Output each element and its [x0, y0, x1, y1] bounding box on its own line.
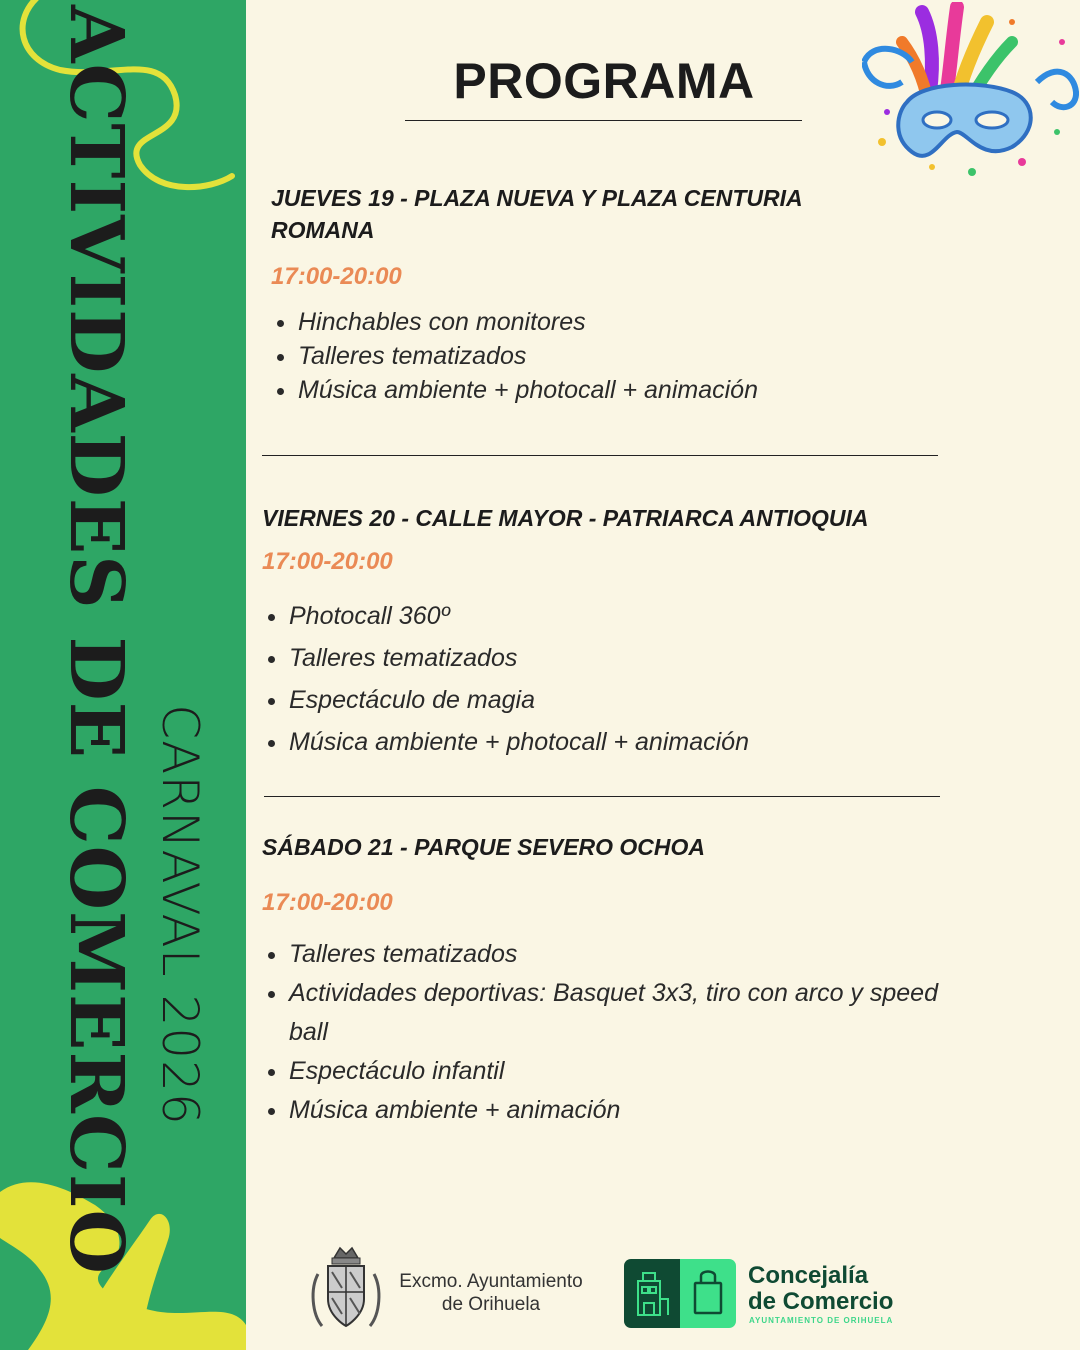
list-item: • Talleres tematizados	[289, 637, 749, 679]
list-item: • Talleres tematizados	[289, 935, 969, 974]
time-sabado: 17:00-20:00	[262, 889, 393, 916]
page-title: PROGRAMA	[453, 53, 755, 109]
concejalia-subtitle: AYUNTAMIENTO DE ORIHUELA	[749, 1316, 894, 1325]
list-item: • Talleres tematizados	[298, 339, 758, 373]
concejalia-logo	[624, 1259, 736, 1328]
day-heading-viernes: VIERNES 20 - CALLE MAYOR - PATRIARCA ANTIOQUIA	[262, 505, 869, 531]
activity-list-jueves	[272, 305, 758, 407]
list-item: • Música ambiente + photocall + animación	[298, 373, 758, 407]
sidebar	[0, 0, 246, 1350]
list-item: • Música ambiente + animación	[289, 1091, 969, 1130]
ayuntamiento-name	[388, 1270, 594, 1316]
carnival-mask-icon	[862, 2, 1080, 182]
section-divider	[262, 455, 938, 456]
list-item: • Música ambiente + photocall + animación	[289, 721, 749, 763]
time-viernes: 17:00-20:00	[262, 548, 393, 575]
vertical-subtitle: CARNAVAL 2026	[151, 704, 209, 1126]
activity-list-sabado	[263, 935, 969, 1130]
section-divider	[264, 796, 940, 797]
activity-list-viernes	[263, 595, 749, 763]
list-item: • Espectáculo de magia	[289, 679, 749, 721]
list-item: • Photocall 360º	[289, 595, 749, 637]
vertical-title: ACTIVIDADES DE COMERCIO	[53, 5, 139, 1275]
time-jueves: 17:00-20:00	[271, 263, 402, 290]
concejalia-line2: de Comercio	[748, 1288, 894, 1315]
ayuntamiento-line2: de Orihuela	[441, 1294, 541, 1315]
ayuntamiento-line1: Excmo. Ayuntamiento	[399, 1271, 583, 1292]
list-item: • Hinchables con monitores	[298, 305, 758, 339]
concejalia-line1: Concejalía	[748, 1262, 869, 1289]
concejalia-title	[748, 1263, 893, 1315]
day-heading-sabado: SÁBADO 21 - PARQUE SEVERO OCHOA	[262, 834, 706, 860]
list-item: • Actividades deportivas: Basquet 3x3, tiro con arco y speed ball	[289, 974, 969, 1052]
coat-of-arms-icon	[306, 1244, 386, 1332]
day-heading-jueves: JUEVES 19 - PLAZA NUEVA Y PLAZA CENTURIA ROMANA	[271, 185, 802, 243]
title-underline	[405, 120, 802, 121]
list-item: • Espectáculo infantil	[289, 1052, 969, 1091]
